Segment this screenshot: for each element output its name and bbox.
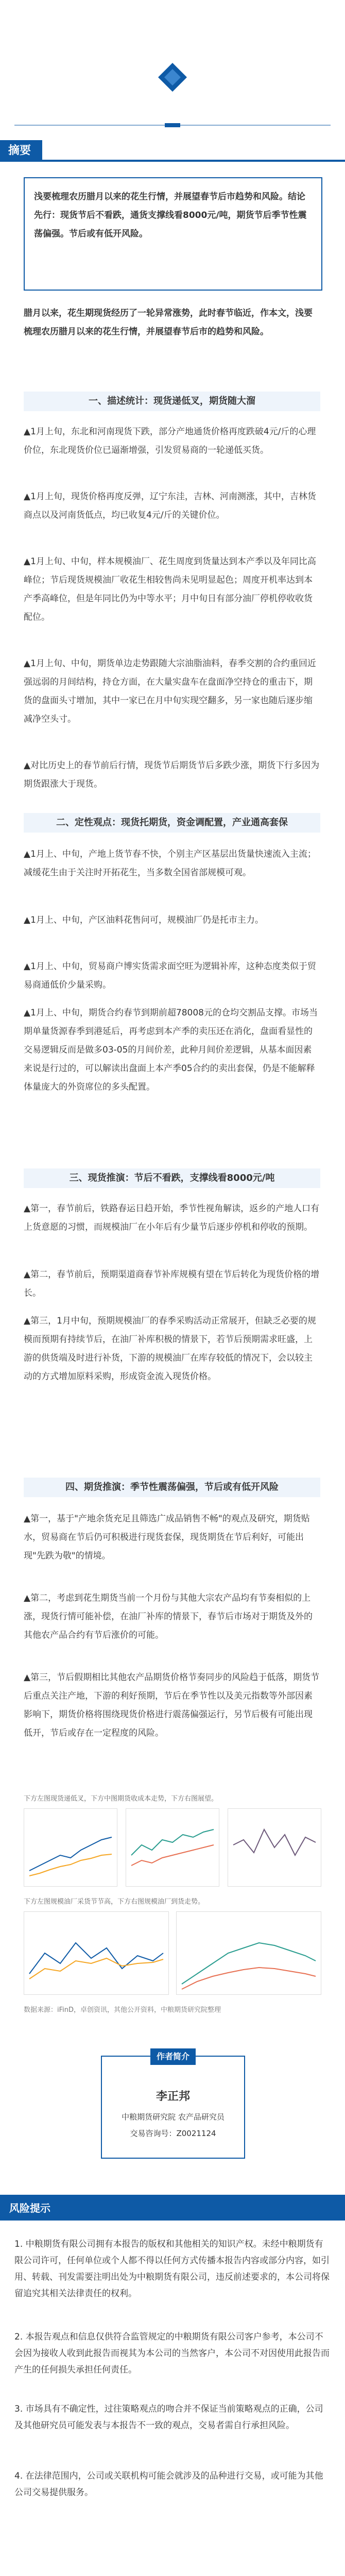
chart-caption-middle: 下方左图规模油厂采货节节高，下方右图规模油厂到货走势。 (24, 1898, 205, 1906)
intro-paragraph: 腊月以来，花生期现货经历了一轮异常涨势，此时春节临近，作本文，浅要梳理农历腊月以来的花生行情，并展望春节后市的趋势和风险。 (24, 308, 313, 337)
section-1-p3: ▲1月上旬、中旬，样本规模油厂、花生周度到货量达到本产季以及年同比高峰位；节后现货规模油厂收花生相较售尚未见明显起色；周度开机率达到本产季高峰位，但是年同比仍为中等水平；月中旬日有部分油厂停机停收收货配位。 (24, 556, 316, 622)
section-1-p1: ▲1月上旬，东北和河南现货下跌，部分产地通货价格再度跌破4元/斤的心理价位，东北现货价位已逼渐增强，引发贸易商的一轮递低买货。 (24, 427, 316, 455)
chart-top-middle (126, 1808, 219, 1887)
author-name: 李正邦 (156, 2090, 190, 2103)
section-3-p3: ▲第三，1月中旬，预期规模油厂的春季采购活动正常展开，但缺乏必要的规模而预期有持续节后，在油厂补库积极的情景下，若节后预期需求旺盛，上游的供货端及时进行补货，下游的规模油厂在库存较低的情况下，会以较主动的方式增加原料采购，形成资金流入现货价格。 (24, 1316, 316, 1382)
author-org: 中粮期货研究院 农产品研究员 (122, 2112, 225, 2122)
risk-header (0, 2195, 345, 2221)
risk-p2: 2. 本报告观点和信息仅供符合监管规定的中粮期货有限公司客户参考，本公司不会因为接收人收到此报告而视其为本公司的当然客户，本公司不对因使用此报告而产生的任何损失承担任何责任。 (14, 2332, 330, 2375)
section-3-title: 三、现货推演：节后不看跌，支撑线看8000元/吨 (24, 1168, 320, 1188)
chart-top-right (228, 1808, 321, 1887)
section-1-p2: ▲1月上旬，现货价格再度反弹，辽宁东洼，吉林、河南测涨，其中，吉林货商点以及河南货低点，均已收复4元/斤的关键价位。 (24, 492, 316, 520)
chart-source-note: 数据来源：iFinD，卓创资讯，其他公开资料，中粮期货研究院整理 (24, 2006, 221, 2014)
chart-top-left (24, 1808, 117, 1887)
section-3-p2: ▲第二，春节前后，预期渠道商春节补库规模有望在节后转化为现货价格的增长。 (24, 1269, 320, 1298)
author-cert: 交易咨询号：Z0021124 (130, 2129, 216, 2138)
summary-rule (0, 160, 345, 162)
author-card (101, 2052, 245, 2159)
summary-box (24, 177, 322, 291)
section-3-p1: ▲第一，春节前后，铁路春运日趋开始，季节性视角解读，返乡的产地人口有上货意愿的习惯，而规模油厂在小年后有少量节后逐步停机和停收的预期。 (24, 1204, 320, 1232)
section-4-title: 四、期货推演：季节性震荡偏强，节后或有低开风险 (24, 1478, 320, 1497)
summary-text: 浅要梳理农历腊月以来的花生行情，并展望春节后市趋势和风险。结论先行：现货节后不看跌，通货支撑线看8000元/吨，期货节后季节性震荡偏强。节后或有低开风险。 (34, 192, 307, 239)
section-4-p2: ▲第二，考虑到花生期货当前一个月份与其他大宗农产品均有节奏相似的上涨，现货行情可能补偿，在油厂补库的情景下，春节后市场对于期货及外的其他农产品合约有节后涨价的可能。 (24, 1593, 313, 1640)
author-tag: 作者简介 (150, 2048, 196, 2065)
section-4-p1: ▲第一，基于"产地余货充足且筛选广成品销售不畅"的观点及研究，期货贴水，贸易商在节后仍可积极进行现货套保，现货期货在节后利好，可能出现"先跌为敬"的情境。 (24, 1514, 310, 1561)
section-2-p4: ▲1月上、中旬，期货合约春节到期前超78008元的仓均交割品支撑。市场当期单量货源春季到港延后，再考虑到本产季的卖压还在消化，盘面看显性的交易逻辑反而是做多03-05的月间价差，此种月间价差逻辑，从基本面因素来说是行过的，可以解读出盘面上本产季05合约的卖出套保，仍是不能解释体量庞大的外资席位的多头配置。 (24, 1008, 318, 1092)
section-2-p3: ▲1月上、中旬，贸易商户博实货需求面空旺为逻辑补库，这种态度类似于贸易商通低价少量采购。 (24, 961, 316, 990)
risk-p4: 4. 在法律范围内，公司或关联机构可能会就涉及的品种进行交易，或可能为其他公司交易提供服务。 (14, 2471, 323, 2498)
risk-p1: 1. 中粮期货有限公司拥有本报告的版权和其他相关的知识产权。未经中粮期货有限公司许可，任何单位或个人都不得以任何方式传播本报告内容或部分内容，如引用、转载、刊发需要注明出处为中粮期货有限公司，违反前述要求的，本公司将保留追究其相关法律责任的权利。 (14, 2239, 330, 2299)
section-2-title: 二、定性观点：现货托期货，资金调配置，产业通高套保 (24, 813, 320, 833)
section-1-p5: ▲对比历史上的春节前后行情，现货节后期货节后多跌少涨，期货下行多因为期货跟涨大于现货。 (24, 760, 320, 789)
decorative-divider (14, 121, 331, 129)
company-logo-icon (157, 62, 188, 93)
section-1-title: 一、描述统计：现货递低叉，期货随大溜 (24, 392, 320, 411)
section-2-p1: ▲1月上、中旬，产地上货节春不快，个别主产区基层出货量快速流入主流；减缓花生由于关注时开拓花生，当多数全国省部规模可观。 (24, 849, 316, 878)
section-2-p2: ▲1月上、中旬，产区油料花售问可，规模油厂仍是托市主力。 (24, 915, 264, 925)
risk-title: 风险提示 (9, 2202, 50, 2214)
chart-caption-top: 下方左图现货递低叉，下方中图期货收成本走势，下方右图展望。 (24, 1795, 218, 1803)
section-4-p3: ▲第三，节后假期相比其他农产品期货价格节奏同步的风险趋于低落，期货节后重点关注产地，下游的利好预期，节后在季节性以及美元指数等外部因素影响下，期货价格将围绕现货价格进行震荡偏强运行，另节后极有可能出现低开，节后或存在一定程度的风险。 (24, 1672, 320, 1738)
chart-bottom-right (176, 1911, 321, 1995)
chart-bottom-left (24, 1911, 169, 1995)
section-1-p4: ▲1月上旬、中旬，期货单边走势跟随大宗油脂油料，春季交割的合约重回近强远弱的月间结构，持仓方面，在大量实盘车在盘面净空持仓的重击下，期货的盘面头寸增加，其中一家已在月中旬实现空翻多，另一家也随后逐步缩减净空头寸。 (24, 658, 316, 724)
risk-p3: 3. 市场具有不确定性，过往策略观点的吻合并不保证当前策略观点的正确，公司及其他研究员可能发表与本报告不一致的观点，交易者需自行承担风险。 (14, 2404, 323, 2431)
summary-tag: 摘要 (0, 140, 42, 162)
